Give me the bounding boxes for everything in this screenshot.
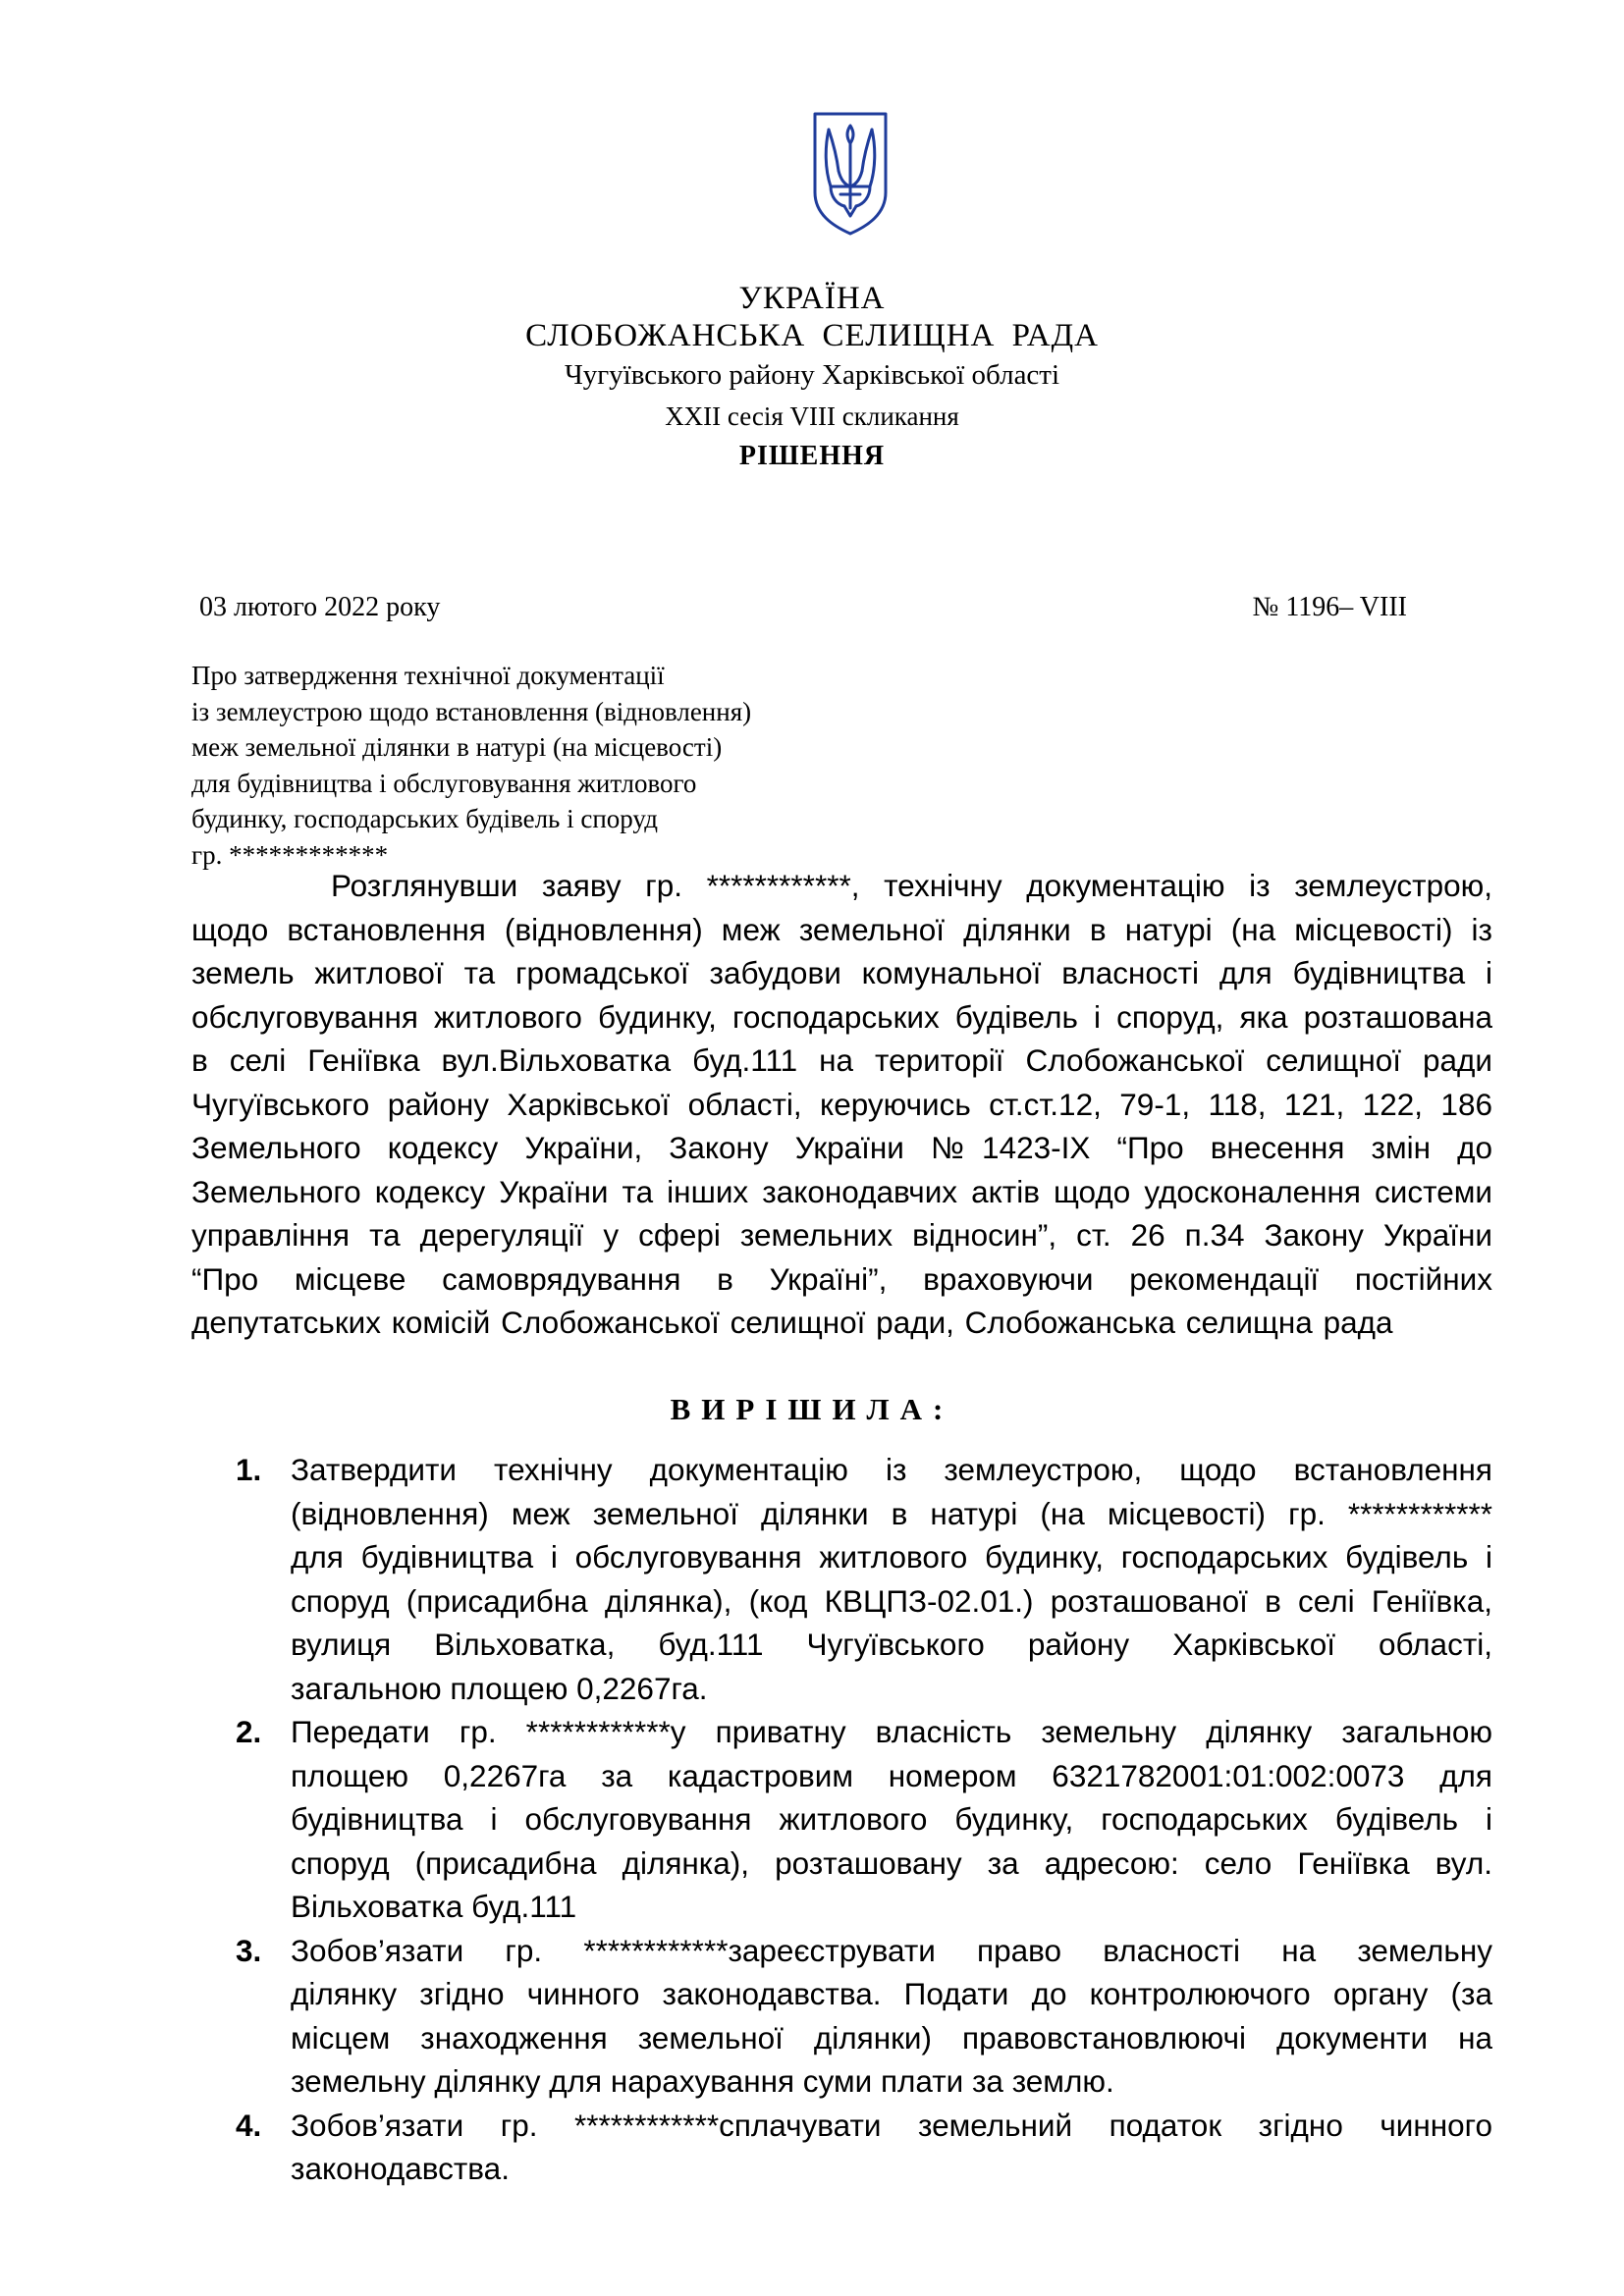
decision-date: 03 лютого 2022 року [199,592,441,622]
resolution-item [236,1929,1492,2104]
preamble-line: земель житлової та громадської забудови комунальної власності для будівництва і [191,955,1492,990]
council-title: СЛОБОЖАНСЬКА СЕЛИЩНА РАДА [525,318,1099,353]
item-line: для будівництва і обслуговування житлового будинку, господарських будівель і [291,1539,1492,1575]
item-number: 2. [236,1714,262,1749]
subject-line: гр. ************ [191,839,389,870]
item-line: ділянку згідно чинного законодавства. Подати до контролюючого органу (за [291,1976,1492,2011]
item-line: земельну ділянку для нарахування суми плати за землю. [291,2063,1114,2099]
resolution-item [236,1710,1492,1929]
preamble-line: депутатських комісій Слобожанської селищної ради, Слобожанська селищна рада [191,1305,1393,1340]
item-number: 3. [236,1932,262,1968]
preamble-line: в селі Геніївка вул.Вільховатка буд.111 на території Слобожанської селищної ради [191,1042,1492,1078]
item-line: споруд (присадибна ділянка), (код КВЦПЗ-02.01.) розташованої в селі Геніївка, [291,1582,1492,1619]
decision-number: № 1196– VIII [1252,592,1407,622]
decision-subject [191,658,751,873]
item-line: Вільховатка буд.111 [291,1889,577,1924]
resolution-item [236,1448,1492,1710]
item-line: Зобов’язати гр. ************зареєструвати право власності на земельну [291,1932,1492,1968]
item-number: 4. [236,2107,262,2143]
decision-heading: РІШЕННЯ [738,441,886,471]
item-line: (відновлення) меж земельної ділянки в натурі (на місцевості) гр. ************ [291,1495,1492,1531]
trident-coat-of-arms-icon [811,108,890,238]
item-line: місцем знаходження земельної ділянки) правовстановлюючі документи на [291,2019,1492,2056]
preamble-line: управління та дерегуляції у сфері земельних відносин”, ст. 26 п.34 Закону України [191,1217,1492,1253]
resolution-list [236,1448,1492,2191]
subject-line: будинку, господарських будівель і споруд [191,804,658,833]
preamble-line: Розглянувши заяву гр. ************, технічну документацію із землеустрою, [331,868,1492,903]
country-title: УКРАЇНА [738,281,886,316]
subject-line: меж земельної ділянки в натурі (на місцевості) [191,732,723,762]
item-number: 1. [236,1452,262,1487]
subject-line: Про затвердження технічної документації [191,661,665,690]
subject-line: для будівництва і обслуговування житлового [191,768,697,798]
item-line: Затвердити технічну документацію із землеустрою, щодо встановлення [291,1452,1492,1487]
item-line: законодавства. [291,2151,510,2186]
item-line: Передати гр. ************у приватну власність земельну ділянку загальною [291,1714,1492,1749]
preamble-line: Земельного кодексу України та інших законодавчих актів щодо удосконалення системи [191,1173,1492,1209]
item-line: споруд (присадибна ділянка), розташовану за адресою: село Геніївка вул. [291,1844,1492,1881]
session-subtitle: XXII сесія VIII скликання [665,401,959,431]
preamble-line: Земельного кодексу України, Закону України №1423-IX “Про внесення змін до [191,1130,1492,1165]
district-subtitle: Чугуївського району Харківської області [564,359,1060,391]
item-line: площею 0,2267га за кадастровим номером 6321782001:01:002:0073 для [291,1757,1492,1793]
preamble-line: щодо встановлення (відновлення) меж земельної ділянки в натурі (на місцевості) із [191,911,1492,947]
item-line: загальною площею 0,2267га. [291,1670,708,1706]
subject-line: із землеустрою щодо встановлення (відновлення) [191,696,752,726]
item-line: Зобов’язати гр. ************сплачувати земельний податок згідно чинного [291,2107,1492,2143]
item-line: будівництва і обслуговування житлового будинку, господарських будівель і [291,1801,1492,1837]
resolved-heading: ВИРІШИЛА: [670,1392,954,1426]
resolution-item [236,2104,1492,2191]
preamble-line: Чугуївського району Харківської області, керуючись ст.ст.12, 79-1, 118, 121, 122, 186 [191,1086,1492,1122]
preamble-line: обслуговування житлового будинку, господарських будівель і споруд, яка розташована [191,998,1492,1035]
item-line: вулиця Вільховатка, буд.111 Чугуївського району Харківської області, [291,1627,1492,1662]
preamble-line: “Про місцеве самоврядування в Україні”, враховуючи рекомендації постійних [191,1260,1492,1297]
preamble-paragraph [191,864,1492,1345]
